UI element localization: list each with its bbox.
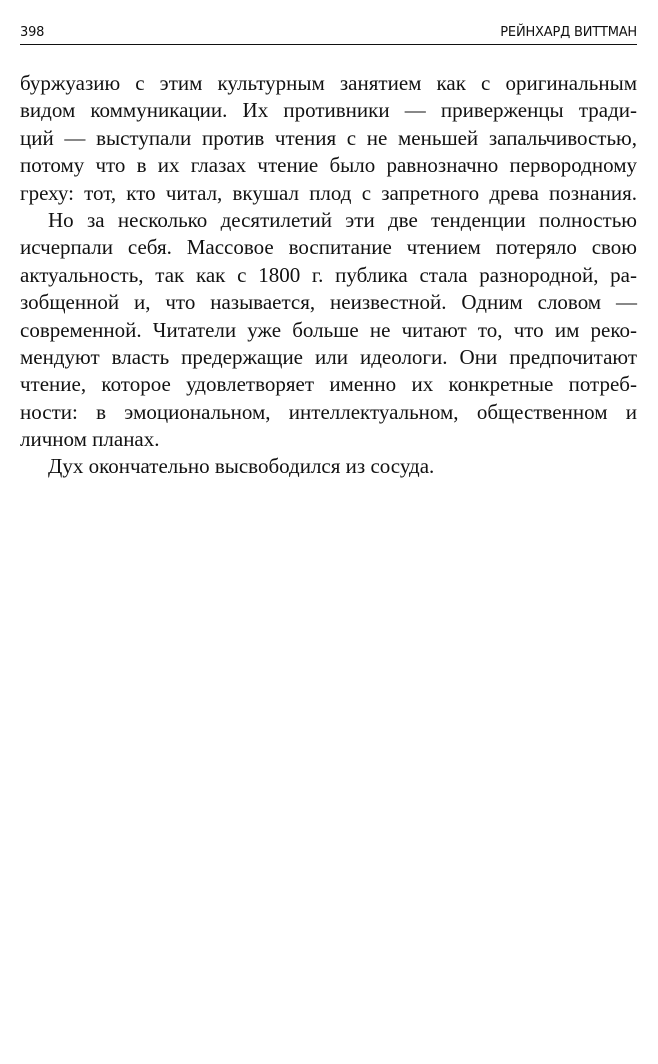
page-number: 398	[20, 25, 45, 40]
text-line: чтение, которое удовлетворяет именно их конкретные потреб-	[20, 372, 637, 397]
header-rule	[20, 44, 637, 45]
running-title: РЕЙНХАРД ВИТТМАН	[500, 25, 637, 40]
running-head	[20, 24, 637, 42]
text-line: Дух окончательно высвободился из сосуда.	[48, 454, 435, 479]
text-line: видом коммуникации. Их противники — приверженцы тради-	[20, 98, 637, 123]
text-line: греху: тот, кто читал, вкушал плод с запретного древа познания.	[20, 180, 637, 205]
text-line: буржуазию с этим культурным занятием как с оригинальным	[20, 71, 637, 95]
text-line: актуальность, так как с 1800 г. публика стала разнородной, ра-	[20, 262, 637, 287]
text-line: потому что в их глазах чтение было равнозначно первородному	[20, 153, 637, 178]
text-line: зобщенной и, что называется, неизвестной. Одним словом —	[20, 290, 637, 315]
text-line: Но за несколько десятилетий эти две тенденции полностью	[48, 207, 637, 232]
text-line: личном планах.	[20, 427, 160, 452]
text-line: мендуют власть предержащие или идеологи. Они предпочитают	[20, 344, 637, 369]
text-line: исчерпали себя. Массовое воспитание чтением потеряло свою	[20, 235, 637, 260]
body-text	[20, 70, 637, 481]
paragraph-1	[20, 70, 637, 207]
text-line: ности: в эмоциональном, интеллектуальном, общественном и	[20, 399, 637, 424]
text-line: современной. Читатели уже больше не читают то, что им реко-	[20, 317, 637, 342]
paragraph-2	[20, 207, 637, 454]
text-line: ций — выступали против чтения с не меньшей запальчивостью,	[20, 125, 637, 150]
paragraph-3	[20, 453, 637, 480]
